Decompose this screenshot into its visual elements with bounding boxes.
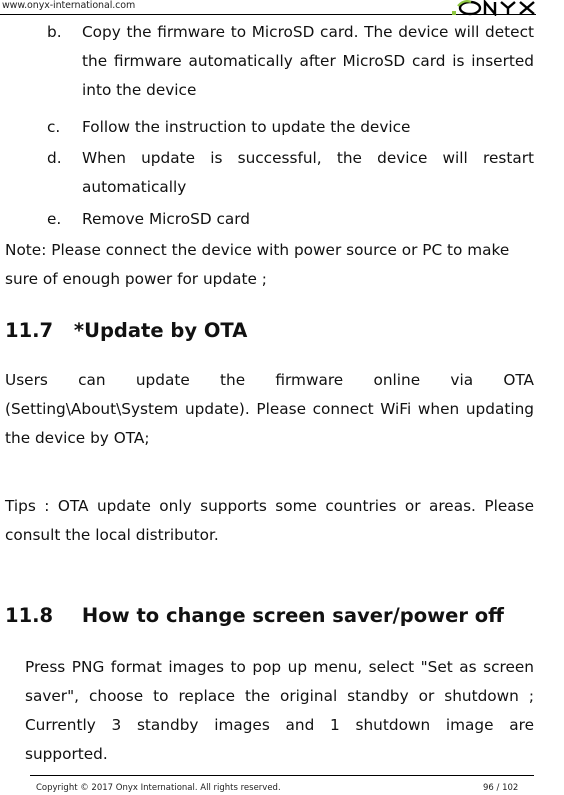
onyx-logo xyxy=(452,0,538,16)
list-item-text: When update is successful, the device will restart automatically xyxy=(82,149,534,196)
section-heading xyxy=(5,319,247,343)
screensaver-paragraph: Press PNG format images to pop up menu, select "Set as screen saver", choose to replace the original standby or shutdown ; Currently 3 standby images and 1 shutdown image are supported. xyxy=(25,658,534,763)
header-url[interactable]: www.onyx-international.com xyxy=(2,0,136,11)
list-marker: c. xyxy=(47,118,61,136)
list-marker: b. xyxy=(47,23,62,41)
list-item xyxy=(47,18,535,108)
list-item-text: Copy the firmware to MicroSD card. The device will detect the firmware automatically after MicroSD card is inserted into the device xyxy=(82,23,534,99)
list-item-text: Remove MicroSD card xyxy=(82,210,250,228)
list-item-text: Follow the instruction to update the device xyxy=(82,118,411,136)
ota-paragraph: Users can update the firmware online via OTA (Setting\About\System update). Please connect WiFi when updating the device by OTA; xyxy=(5,371,534,447)
section-number: 11.8 xyxy=(5,604,54,627)
section-title: How to change screen saver/power off xyxy=(81,604,504,627)
list-marker: d. xyxy=(47,149,62,167)
tips-paragraph: Tips : OTA update only supports some countries or areas. Please consult the local distributor. xyxy=(5,497,534,544)
list-item xyxy=(47,144,535,204)
section-heading xyxy=(5,604,504,628)
list-item xyxy=(47,205,535,234)
list-marker: e. xyxy=(47,210,62,228)
page-number: 96 / 102 xyxy=(483,783,519,793)
note-paragraph: Note: Please connect the device with power source or PC to make sure of enough power for update ; xyxy=(5,241,510,288)
footer-divider xyxy=(30,775,534,776)
section-title: *Update by OTA xyxy=(73,319,248,342)
section-number: 11.7 xyxy=(5,319,54,342)
list-item xyxy=(47,113,535,142)
footer-copyright: Copyright © 2017 Onyx International. All rights reserved. xyxy=(36,783,281,793)
